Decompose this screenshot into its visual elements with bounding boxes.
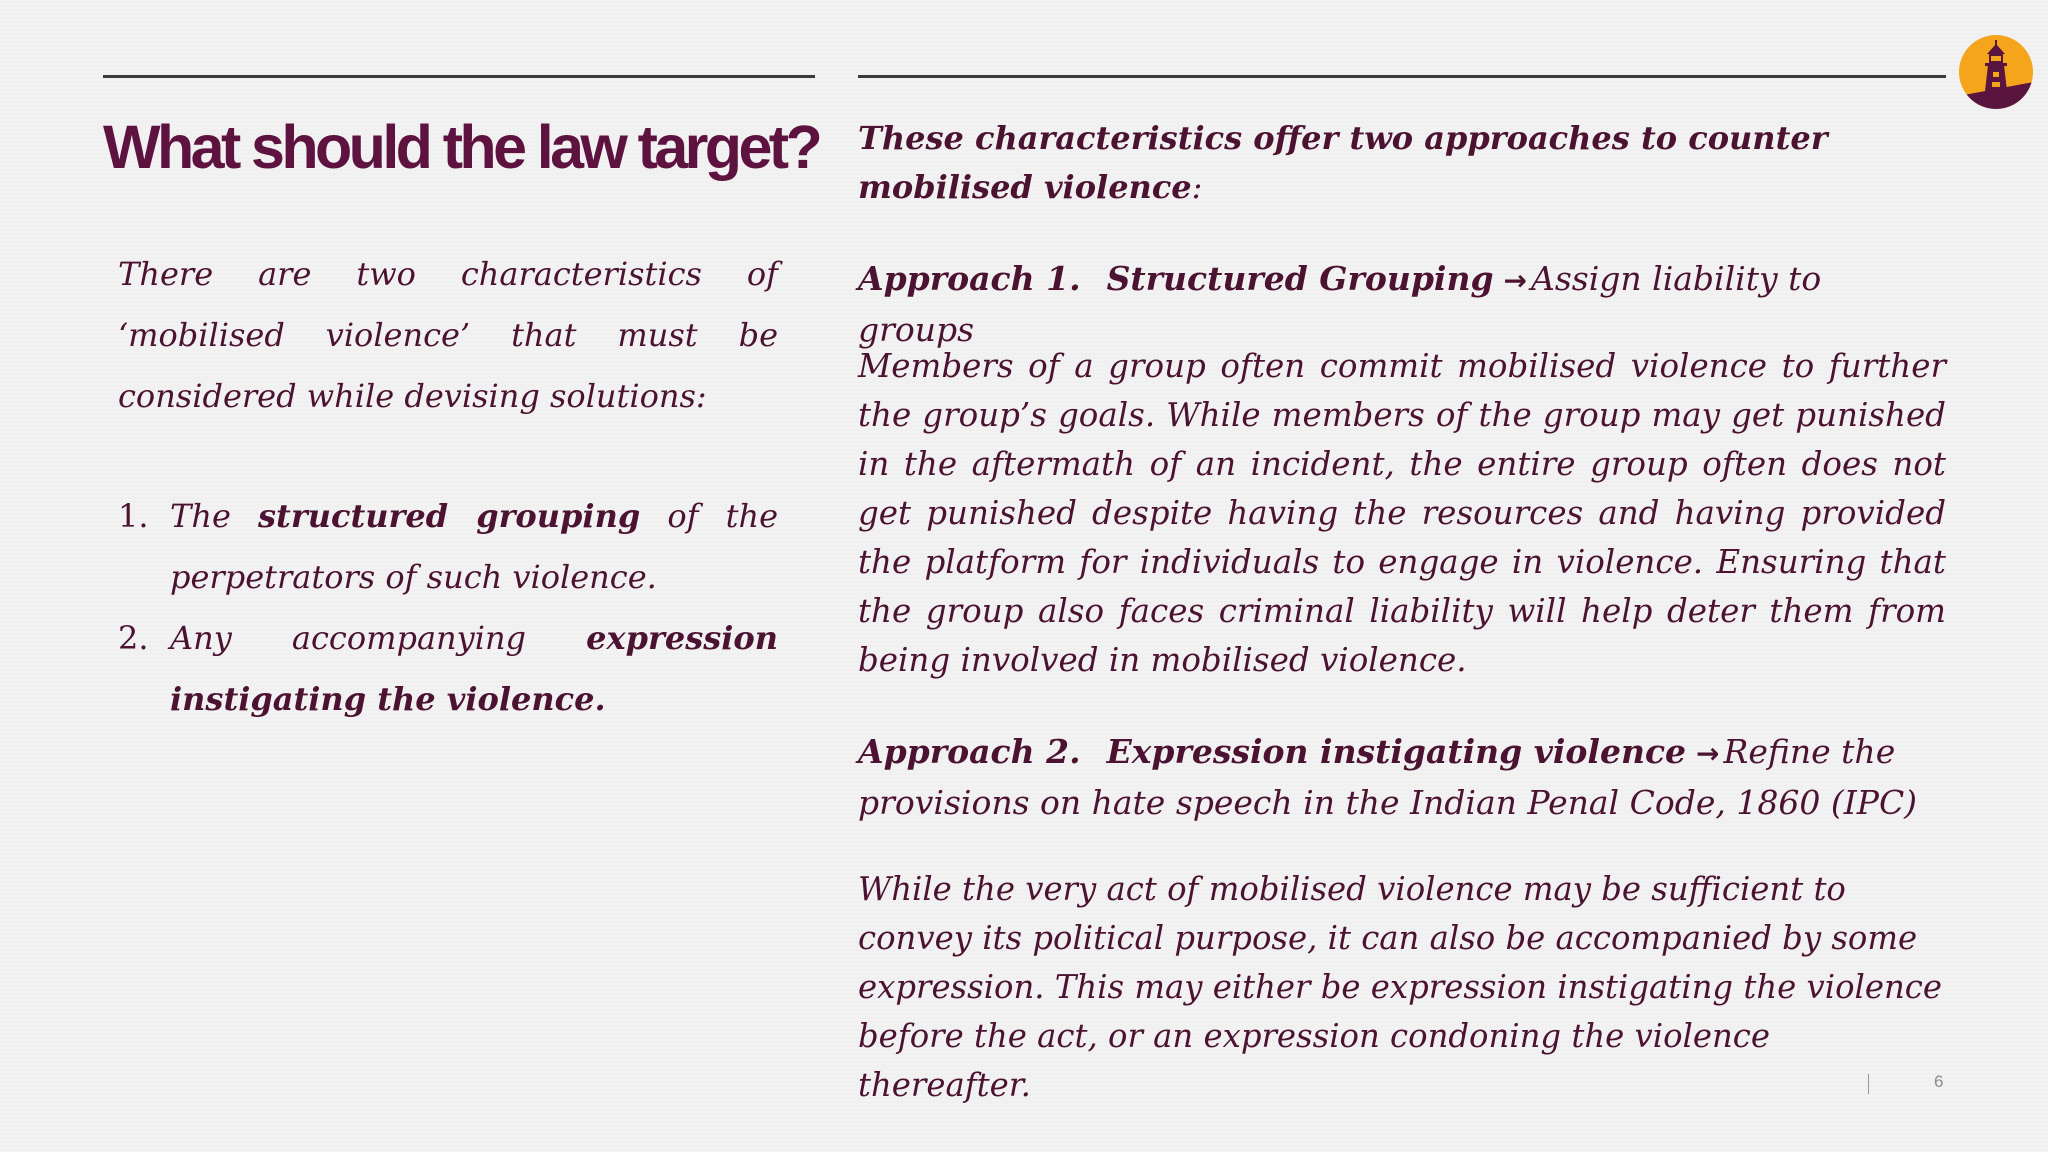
list-item-emphasis: expression instigating the violence.	[170, 619, 778, 718]
list-item-text: The	[170, 497, 259, 535]
list-item-number: 1.	[118, 497, 149, 535]
approach-1-paragraph: Members of a group often commit mobilised violence to further the group’s goals. While members of the group may get punished in the aftermath of an incident, the entire group often does not get punished despite having the resources and having provided the platform for individuals to engage in violence. Ensuring that the group also faces criminal liability will help deter them from being involved in mobilised violence.	[858, 347, 1946, 679]
left-divider-line	[103, 75, 815, 78]
approach-2-paragraph: While the very act of mobilised violence may be sufficient to convey its political purpose, it can also be accompanied by some expression. This may either be expression instigating the violence before the act, or an expression condoning the violence thereafter.	[858, 870, 1942, 1104]
list-item	[118, 608, 778, 730]
list-item-text: of the perpetrators of such violence.	[170, 497, 778, 596]
list-item	[118, 486, 778, 608]
lead-colon: :	[1191, 168, 1203, 206]
intro-paragraph: There are two characteristics of ‘mobilised violence’ that must be considered while devising solutions:	[118, 255, 778, 415]
approach-2-heading	[858, 727, 1946, 827]
approach-name: Expression instigating violence	[1106, 732, 1687, 771]
list-item-text: Any accompanying	[170, 619, 587, 657]
arrow-right-icon: →	[1503, 264, 1528, 297]
approach-name: Structured Grouping	[1106, 259, 1494, 298]
page-number: 6	[1934, 1072, 1944, 1091]
lead-text: These characteristics offer two approaches to counter mobilised violence	[858, 119, 1828, 206]
approach-label: Approach 1.	[858, 259, 1081, 298]
lighthouse-icon	[1958, 34, 2034, 110]
characteristics-list	[118, 486, 778, 730]
approaches-lead	[858, 114, 1946, 212]
approach-label: Approach 2.	[858, 732, 1081, 771]
list-item-emphasis: structured grouping	[258, 497, 641, 535]
list-item-number: 2.	[118, 619, 149, 657]
approach-1-heading	[858, 254, 1946, 354]
footer-separator	[1868, 1074, 1869, 1094]
approach-action: Assign liability to groups	[858, 259, 1822, 349]
page-title: What should the law target?	[103, 113, 820, 181]
arrow-right-icon: →	[1696, 737, 1720, 770]
right-divider-line	[858, 75, 1946, 78]
approach-action: Refine the provisions on hate speech in the Indian Penal Code, 1860 (IPC)	[858, 732, 1918, 822]
